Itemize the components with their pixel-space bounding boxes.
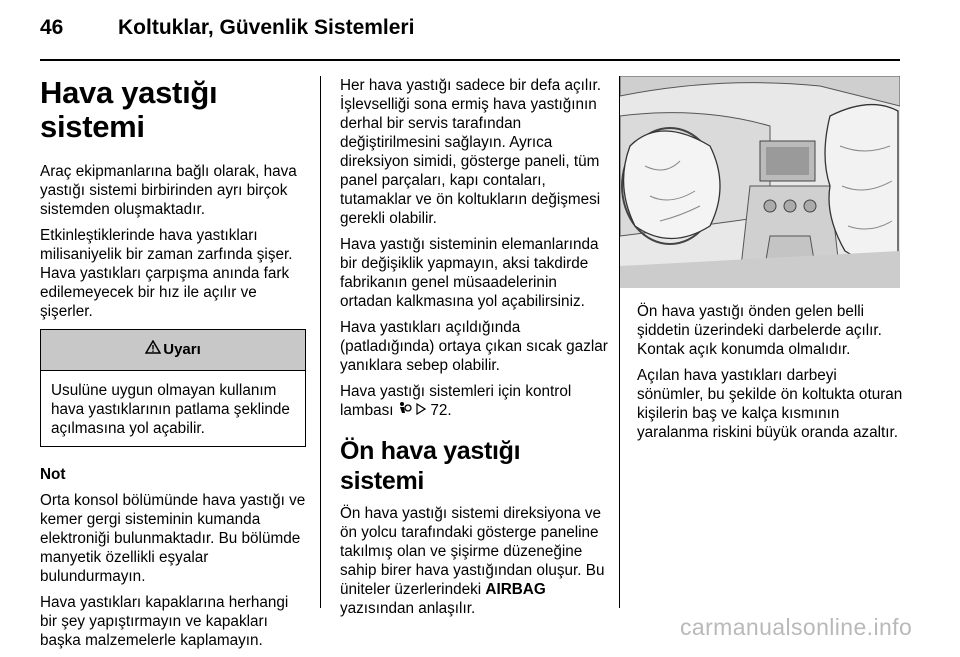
deployment-paragraph: Ön hava yastığı önden gelen belli şiddetin üzerindeki darbelerde açılır. Kontak açık konumda olmalıdır. xyxy=(637,303,882,358)
single-use-paragraph: Her hava yastığı sadece bir defa açılır. İşlevselliği sona ermiş hava yastığının derhal bir servis tarafından değiştirilmesini sağlayın. Ayrıca direksiyon simidi, gösterge paneli, tüm panel parçaları, kapı contaları, tutamaklar ve ön koltukların değişmesi gerekli olabilir. xyxy=(340,77,602,227)
arrow-reference-icon xyxy=(416,402,430,419)
warning-header xyxy=(41,330,305,371)
control-lamp-text: Hava yastığı sistemleri için kontrol lambası xyxy=(340,383,572,419)
warning-title: Uyarı xyxy=(163,341,201,358)
middle-column xyxy=(340,76,608,625)
modification-paragraph: Hava yastığı sisteminin elemanlarında bir değişiklik yapmayın, aksi takdirde fabrikanın genel müsaadelerinin ortadan kalkmasına yol açabilirsiniz. xyxy=(340,236,599,310)
warning-triangle-icon xyxy=(145,330,161,370)
intro-paragraph: Araç ekipmanlarına bağlı olarak, hava yastığı sistemi birbirinden ayrı birçok sistemden oluşmaktadır. xyxy=(40,163,297,218)
chapter-title: Koltuklar, Güvenlik Sistemleri xyxy=(118,16,415,39)
right-column xyxy=(637,302,903,449)
protection-paragraph: Açılan hava yastıkları darbeyi sönümler, bu şekilde ön koltukta oturan kişilerin baş ve kalça kısmının yaralanma riskini büyük oranda azaltır. xyxy=(637,367,903,441)
page-number: 46 xyxy=(40,16,64,39)
watermark: carmanualsonline.info xyxy=(680,614,913,640)
warning-text: Usulüne uygun olmayan kullanım hava yastıklarının patlama şeklinde açılmasına yol açabilir. xyxy=(51,382,290,437)
front-airbag-paragraph xyxy=(340,504,608,618)
airbag-label: AIRBAG xyxy=(485,581,546,598)
front-airbag-text: Ön hava yastığı sistemi direksiyona ve ön yolcu tarafındaki gösterge paneline takılmış olan ve şişirme düzeneğine sahip birer hava yastığından oluşur. Bu üniteler üzerlerindeki xyxy=(340,505,605,598)
note-paragraph-1: Orta konsol bölümünde hava yastığı ve kemer gergi sisteminin kumanda elektroniği bulunmaktadır. Bu bölümde manyetik özellikli eşyalar bulundurmayın. xyxy=(40,492,306,585)
note-title: Not xyxy=(40,466,66,483)
warning-box xyxy=(40,329,306,447)
front-airbag-end: yazısından anlaşılır. xyxy=(340,600,476,617)
front-airbag-heading: Ön hava yastığı sistemi xyxy=(340,437,521,495)
note-paragraph-2: Hava yastıkları kapaklarına herhangi bir şey yapıştırmayın ve kapakları başka malzemelerle kaplamayın. xyxy=(40,594,289,649)
hot-gas-paragraph: Hava yastıkları açıldığında (patladığında) ortaya çıkan sıcak gazlar yanıklara sebep olabilir. xyxy=(340,319,608,374)
header-rule xyxy=(40,59,900,61)
airbag-illustration xyxy=(620,76,900,288)
control-lamp-paragraph xyxy=(340,382,608,420)
airbag-warning-light-icon xyxy=(398,402,416,419)
inflation-paragraph: Etkinleştiklerinde hava yastıkları milisaniyelik bir zaman zarfında şişer. Hava yastıkları çarpışma anında fark edilemeyecek bir hız ile açılır ve şişerler. xyxy=(40,227,293,320)
page-reference[interactable]: 72. xyxy=(430,402,452,419)
column-divider-1 xyxy=(320,76,321,608)
section-title: Hava yastığı sistemi xyxy=(40,75,218,144)
left-column xyxy=(40,76,306,657)
